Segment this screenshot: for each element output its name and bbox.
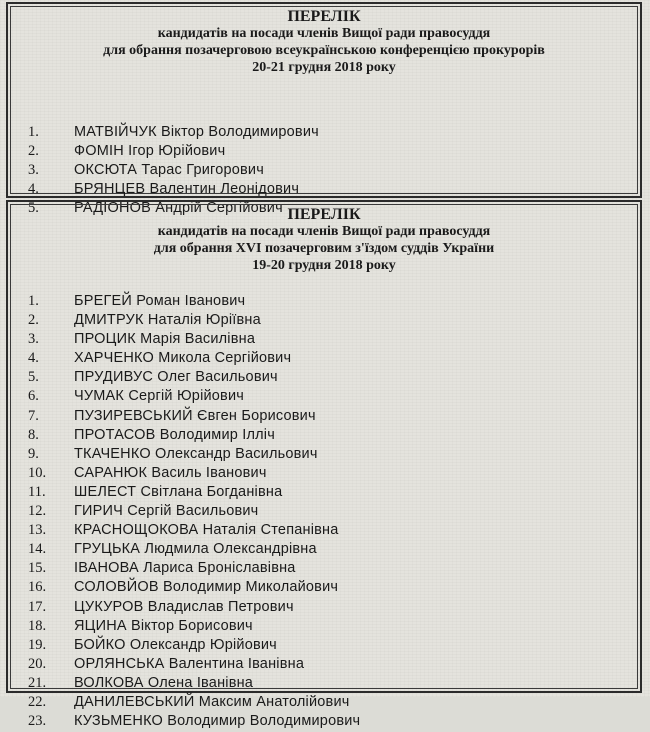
- candidate-given-names: Василь Іванович: [151, 464, 267, 481]
- prosecutors-candidates-box: [6, 2, 642, 217]
- candidate-surname: ПРОТАСОВ: [74, 426, 156, 443]
- candidate-number: 9.: [28, 445, 39, 462]
- candidate-row: [8, 503, 640, 522]
- section-subtitle: кандидатів на посади членів Вищої ради правосуддя: [157, 26, 491, 41]
- candidate-row: [8, 599, 640, 618]
- candidate-given-names: Володимир Ілліч: [159, 426, 275, 443]
- candidate-surname: БОЙКО: [74, 636, 126, 653]
- candidate-number: 2.: [28, 143, 39, 160]
- candidate-row: [8, 143, 640, 162]
- candidate-fullname: [74, 427, 275, 443]
- candidate-row: [8, 522, 640, 541]
- candidate-row: [8, 618, 640, 637]
- candidate-number: 3.: [28, 331, 39, 348]
- candidate-surname: ОКСЮТА: [74, 162, 138, 179]
- candidate-row: [8, 675, 640, 694]
- candidate-number: 3.: [28, 162, 39, 179]
- candidate-row: [8, 713, 640, 732]
- candidate-given-names: Олександр Юрійович: [129, 636, 277, 653]
- candidate-fullname: [74, 579, 338, 595]
- candidate-fullname: [74, 181, 299, 197]
- candidate-surname: КРАСНОЩОКОВА: [74, 522, 199, 539]
- candidate-given-names: Андрій Сергійович: [155, 200, 283, 217]
- candidate-fullname: [74, 446, 318, 462]
- candidate-number: 10.: [28, 464, 47, 481]
- candidate-row: [8, 427, 640, 446]
- candidate-surname: ТКАЧЕНКО: [74, 445, 151, 462]
- candidate-surname: ПУЗИРЕВСЬКИЙ: [74, 407, 193, 424]
- candidate-row: [8, 465, 640, 484]
- candidate-number: 12.: [28, 503, 47, 520]
- candidate-surname: МАТВІЙЧУК: [74, 124, 157, 140]
- candidate-number: 19.: [28, 636, 47, 653]
- candidate-fullname: [74, 713, 360, 729]
- candidate-given-names: Тарас Григорович: [141, 162, 264, 179]
- section-subtitle: кандидатів на посади членів Вищої ради правосуддя: [157, 224, 491, 239]
- candidate-number: 6.: [28, 388, 39, 405]
- candidate-number: 7.: [28, 407, 39, 424]
- candidate-row: [8, 331, 640, 350]
- candidate-surname: ДМИТРУК: [74, 312, 144, 329]
- candidate-fullname: [74, 503, 258, 519]
- candidate-row: [8, 579, 640, 598]
- candidate-surname: ЦУКУРОВ: [74, 598, 144, 615]
- candidate-given-names: Сергій Васильович: [127, 503, 259, 520]
- candidate-number: 1.: [28, 124, 39, 140]
- candidate-surname: ФОМІН: [74, 143, 124, 160]
- candidate-fullname: [74, 522, 339, 538]
- candidate-given-names: Валентина Іванівна: [168, 655, 305, 672]
- candidate-fullname: [74, 350, 291, 366]
- candidate-list: [8, 293, 640, 732]
- candidate-fullname: [74, 618, 253, 634]
- candidate-given-names: Лариса Броніславівна: [143, 560, 296, 577]
- candidate-row: [8, 162, 640, 181]
- candidate-number: 13.: [28, 522, 47, 539]
- candidate-surname: ВОЛКОВА: [74, 674, 144, 691]
- candidate-fullname: [74, 675, 253, 691]
- section-purpose: для обрання XVI позачерговим з'їздом суддів України: [153, 241, 495, 256]
- candidate-surname: БРЕГЕЙ: [74, 293, 133, 309]
- candidate-given-names: Євген Борисович: [196, 407, 316, 424]
- candidate-given-names: Олександр Васильович: [155, 445, 318, 462]
- candidate-fullname: [74, 484, 282, 500]
- candidate-number: 15.: [28, 560, 47, 577]
- candidate-row: [8, 293, 640, 312]
- candidate-fullname: [74, 162, 264, 178]
- candidate-number: 18.: [28, 617, 47, 634]
- candidate-given-names: Максим Анатолійович: [198, 693, 350, 710]
- candidate-given-names: Людмила Олександрівна: [144, 541, 317, 558]
- candidate-row: [8, 637, 640, 656]
- candidate-number: 17.: [28, 598, 47, 615]
- candidate-surname: ХАРЧЕНКО: [74, 350, 154, 367]
- section-purpose: для обрання позачерговою всеукраїнською конференцією прокурорів: [103, 43, 545, 58]
- candidate-number: 11.: [28, 483, 46, 500]
- candidate-number: 8.: [28, 426, 39, 443]
- candidate-row: [8, 369, 640, 388]
- candidate-number: 4.: [28, 181, 39, 198]
- candidate-given-names: Віктор Борисович: [131, 617, 253, 634]
- candidate-surname: ПРУДИВУС: [74, 369, 154, 386]
- candidate-given-names: Світлана Богданівна: [140, 483, 283, 500]
- candidate-given-names: Віктор Володимирович: [160, 124, 319, 140]
- candidate-row: [8, 312, 640, 331]
- candidate-surname: ШЕЛЕСТ: [74, 483, 137, 500]
- judges-candidates-box: [6, 200, 642, 730]
- candidate-surname: ІВАНОВА: [74, 560, 139, 577]
- candidate-number: 14.: [28, 541, 47, 558]
- candidate-fullname: [74, 656, 304, 672]
- candidate-row: [8, 484, 640, 503]
- candidate-number: 2.: [28, 312, 39, 329]
- candidate-surname: САРАНЮК: [74, 464, 148, 481]
- candidate-fullname: [74, 388, 244, 404]
- candidate-given-names: Владислав Петрович: [147, 598, 294, 615]
- candidate-fullname: [74, 369, 278, 385]
- candidate-given-names: Марія Василівна: [140, 331, 256, 348]
- candidate-row: [8, 541, 640, 560]
- candidate-row: [8, 181, 640, 200]
- candidate-number: 1.: [28, 293, 39, 309]
- candidate-given-names: Сергій Юрійович: [128, 388, 245, 405]
- candidate-number: 5.: [28, 200, 39, 217]
- candidate-number: 4.: [28, 350, 39, 367]
- candidate-row: [8, 388, 640, 407]
- candidate-number: 21.: [28, 674, 47, 691]
- candidate-fullname: [74, 124, 319, 140]
- candidate-surname: ЧУМАК: [74, 388, 125, 405]
- candidate-surname: ДАНИЛЕВСЬКИЙ: [74, 693, 195, 710]
- candidate-fullname: [74, 143, 225, 159]
- section-date: 20-21 грудня 2018 року: [252, 60, 396, 75]
- candidate-surname: БРЯНЦЕВ: [74, 181, 146, 198]
- candidate-given-names: Олег Васильович: [157, 369, 278, 386]
- candidate-number: 23.: [28, 713, 47, 730]
- candidate-row: [8, 124, 640, 143]
- candidate-given-names: Володимир Володимирович: [167, 713, 361, 730]
- candidate-surname: ПРОЦИК: [74, 331, 136, 348]
- candidate-given-names: Наталія Степанівна: [202, 522, 339, 539]
- candidate-fullname: [74, 408, 316, 424]
- candidate-given-names: Ігор Юрійович: [128, 143, 226, 160]
- candidate-surname: ГРУЦЬКА: [74, 541, 141, 558]
- candidate-number: 20.: [28, 655, 47, 672]
- candidate-fullname: [74, 293, 245, 309]
- candidate-fullname: [74, 637, 277, 653]
- candidate-fullname: [74, 331, 255, 347]
- candidate-row: [8, 350, 640, 369]
- candidate-fullname: [74, 465, 267, 481]
- section-title: ПЕРЕЛІК: [287, 206, 361, 223]
- candidate-row: [8, 446, 640, 465]
- candidate-number: 22.: [28, 693, 47, 710]
- candidate-number: 16.: [28, 579, 47, 596]
- candidate-surname: ЯЦИНА: [74, 617, 127, 634]
- candidate-surname: КУЗЬМЕНКО: [74, 713, 164, 730]
- candidate-row: [8, 656, 640, 675]
- candidate-given-names: Валентин Леонідович: [149, 181, 300, 198]
- candidate-given-names: Наталія Юріївна: [147, 312, 261, 329]
- candidate-surname: ОРЛЯНСЬКА: [74, 655, 165, 672]
- candidate-row: [8, 408, 640, 427]
- section-title: ПЕРЕЛІК: [287, 8, 361, 25]
- candidate-surname: РАДІОНОВ: [74, 200, 152, 217]
- candidate-fullname: [74, 312, 261, 328]
- candidate-given-names: Микола Сергійович: [158, 350, 292, 367]
- candidate-fullname: [74, 694, 350, 710]
- candidate-number: 5.: [28, 369, 39, 386]
- candidate-given-names: Володимир Миколайович: [162, 579, 339, 596]
- candidate-fullname: [74, 560, 296, 576]
- candidate-given-names: Роман Іванович: [136, 293, 246, 309]
- candidate-given-names: Олена Іванівна: [147, 674, 254, 691]
- candidate-fullname: [74, 599, 294, 615]
- candidate-fullname: [74, 541, 317, 557]
- candidate-row: [8, 560, 640, 579]
- candidate-surname: СОЛОВЙОВ: [74, 579, 159, 596]
- section-date: 19-20 грудня 2018 року: [252, 258, 396, 273]
- candidate-surname: ГИРИЧ: [74, 503, 124, 520]
